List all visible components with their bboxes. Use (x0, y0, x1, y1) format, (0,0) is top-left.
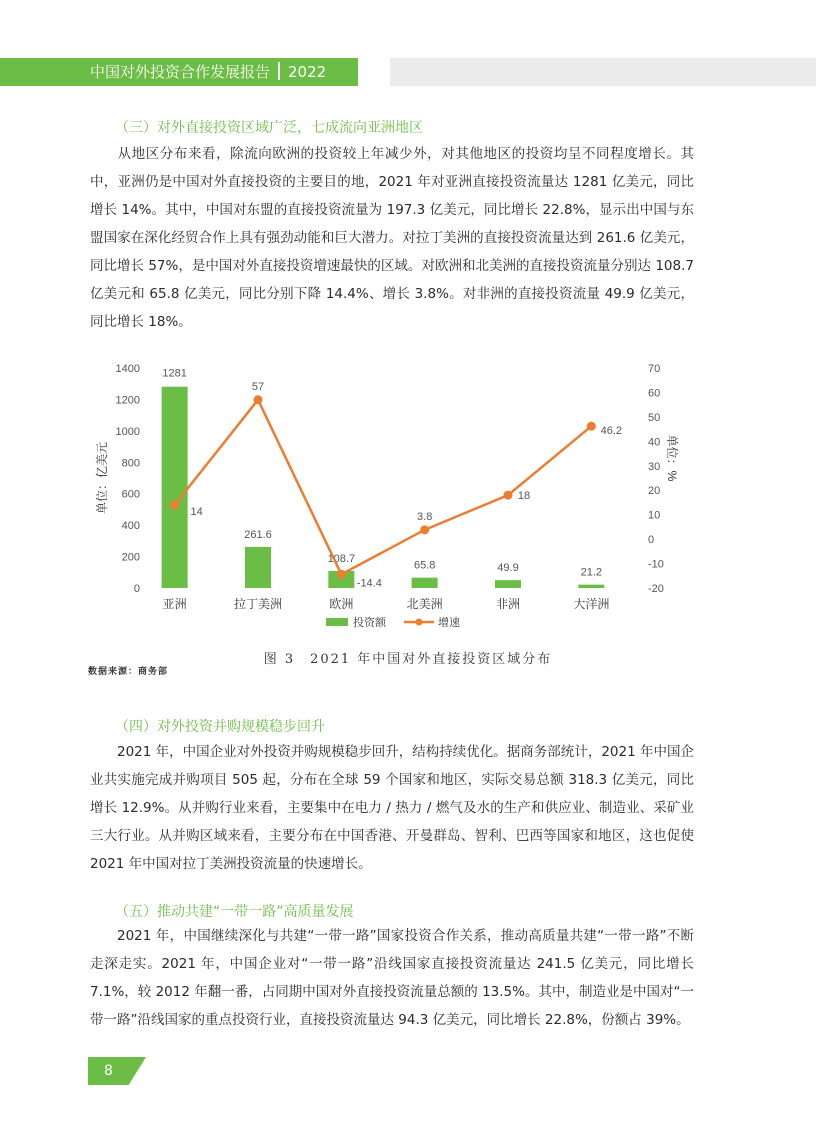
y-right-tick-label: 30 (648, 460, 661, 473)
y-left-tick-label: 1200 (115, 394, 140, 407)
report-header (90, 58, 326, 86)
line-value-label: 3.8 (417, 510, 433, 523)
y-right-tick-label: 50 (648, 411, 661, 424)
report-year: 2022 (288, 63, 327, 81)
growth-point-0 (170, 500, 179, 509)
data-source: 数据来源：商务部 (88, 667, 169, 677)
y-right-tick-label: 10 (648, 509, 661, 522)
y-right-tick-label: 60 (648, 387, 661, 400)
bar-value-label: 21.2 (580, 566, 603, 579)
bar-value-label: 261.6 (244, 528, 272, 541)
bar-value-label: 65.8 (413, 559, 436, 572)
x-category-label: 拉丁美洲 (233, 597, 283, 611)
y-right-tick-label: 70 (648, 363, 661, 375)
bar-1 (245, 547, 271, 588)
y-left-tick-label: 0 (133, 583, 140, 595)
header-gray-band (390, 58, 816, 86)
bar-value-label: 1281 (162, 367, 187, 380)
line-value-label: 18 (517, 490, 531, 503)
bar-0 (162, 387, 188, 588)
y-left-tick-label: 800 (121, 457, 140, 470)
section-heading-3: （三）对外直接投资区域广泛，七成流向亚洲地区 (115, 120, 423, 136)
section-paragraph-4: 2021 年，中国企业对外投资并购规模稳步回升，结构持续优化。据商务部统计，2021 年中国企业共实施完成并购项目 505 起，分布在全球 59 个国家和地区，实际交易总额 318.3 亿美元，同比增长 12.9%。从并购行业来看，主要集中在电力 / 热力 / 燃气及水的生产和供应业、制造业、采矿业三大行业。从并购区域来看，主要分布在中国香港、开曼群岛、智利、巴西等国家和地区，这也促使 2021 年中国对拉丁美洲投资流量的快速增长。 (90, 744, 694, 872)
x-category-label: 大洋洲 (573, 597, 610, 611)
section-heading-4: （四）对外投资并购规模稳步回升 (115, 719, 325, 735)
y-right-tick-label: -20 (648, 583, 664, 595)
y-right-tick-label: 40 (648, 436, 661, 449)
y-right-tick-label: 0 (648, 534, 655, 547)
bar-5 (578, 585, 604, 588)
y-left-tick-label: 600 (121, 488, 140, 501)
section-paragraph-5: 2021 年，中国继续深化与共建“一带一路”国家投资合作关系，推动高质量共建“一带一路”不断走深走实。2021 年，中国企业对“一带一路”沿线国家直接投资流量达 241.5 亿美元，同比增长 7.1%，较 2012 年翻一番，占同期中国对外直接投资流量总额的 13.5%。其中，制造业是中国对“一带一路”沿线国家的重点投资行业，直接投资流量达 94.3 亿美元，同比增长 22.8%，份额占 39%。 (90, 928, 694, 1028)
header-divider (278, 62, 280, 80)
line-value-label: 46.2 (600, 425, 623, 438)
y-right-axis-label: 单位：% (665, 434, 679, 482)
x-category-label: 北美洲 (406, 597, 443, 611)
bar-4 (495, 580, 521, 588)
y-left-axis-label: 单位：亿美元 (95, 441, 109, 515)
growth-point-1 (254, 395, 263, 404)
growth-point-2 (337, 570, 346, 579)
y-left-tick-label: 1400 (115, 363, 140, 375)
line-value-label: 14 (190, 505, 203, 518)
legend-bar-label: 投资额 (353, 617, 386, 629)
y-right-tick-label: -10 (648, 558, 664, 571)
y-left-tick-label: 400 (121, 520, 140, 533)
bar-value-label: 49.9 (497, 562, 519, 575)
y-right-tick-label: 20 (648, 485, 661, 498)
bar-value-label: 108.7 (327, 552, 356, 565)
growth-point-3 (420, 525, 429, 534)
figure-caption: 图 3 2021 年中国对外直接投资区域分布 (263, 652, 553, 667)
page-number-badge (88, 1057, 146, 1085)
section-paragraph-3: 从地区分布来看，除流向欧洲的投资较上年减少外，对其他地区的投资均呈不同程度增长。其中，亚洲仍是中国对外直接投资的主要目的地，2021 年对亚洲直接投资流量达 1281 亿美元，同比增长 14%。其中，中国对东盟的直接投资流量为 197.3 亿美元，同比增长 22.8%，显示出中国与东盟国家在深化经贸合作上具有强劲动能和巨大潜力。对拉丁美洲的直接投资流量达到 261.6 亿美元，同比增长 57%，是中国对外直接投资增速最快的区域。对欧洲和北美洲的直接投资流量分别达 108.7 亿美元和 65.8 亿美元，同比分别下降 14.4%、增长 3.8%。对非洲的直接投资流量 49.9 亿美元，同比增长 18%。 (90, 146, 694, 330)
line-value-label: -14.4 (356, 577, 382, 590)
y-left-tick-label: 200 (121, 551, 140, 564)
legend-line-marker (416, 619, 423, 626)
growth-point-5 (587, 422, 596, 431)
line-value-label: 57 (251, 380, 265, 393)
growth-point-4 (504, 491, 513, 500)
report-title: 中国对外投资合作发展报告 (90, 63, 271, 81)
section-heading-5: （五）推动共建“一带一路”高质量发展 (115, 904, 354, 920)
x-category-label: 欧洲 (329, 597, 354, 611)
x-category-label: 非洲 (495, 597, 521, 611)
page-number: 8 (104, 1063, 113, 1079)
y-left-tick-label: 1000 (115, 425, 140, 438)
bar-3 (412, 578, 438, 588)
region-distribution-chart (88, 352, 688, 642)
x-category-label: 亚洲 (162, 597, 187, 611)
growth-line (175, 400, 592, 575)
legend-bar-swatch (326, 618, 348, 626)
legend-line-label: 增速 (438, 617, 460, 629)
